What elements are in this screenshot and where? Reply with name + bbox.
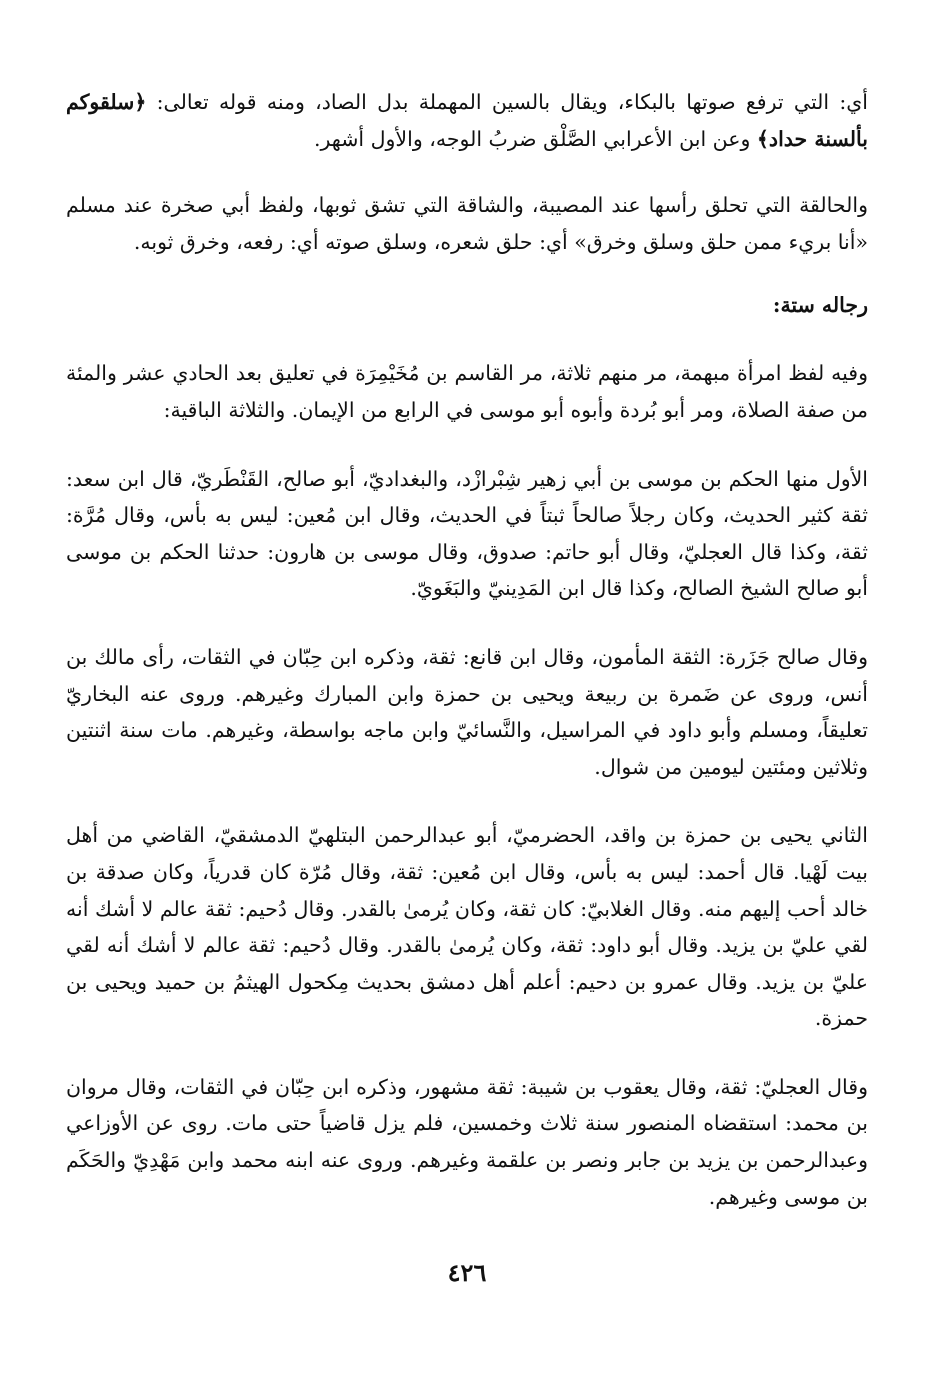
paragraph-4: الأول منها الحكم بن موسى بن أبي زهير شِبْرازْد، والبغداديّ، أبو صالح، القَنْطَريّ، قال ابن سعد: ثقة كثير الحديث، وكان رجلاً صالحاً ثبتاً في الحديث، وقال ابن مُعين: ليس به بأس، وقال مُرَّة: ثقة، وكذا قال العجليّ، وقال أبو حاتم: صدوق، وقال موسى بن هارون: حدثنا الحكم بن موسى أبو صالح الشيخ الصالح، وكذا قال ابن المَدِينيّ والبَغَويّ. [66,466,868,601]
quran-quote: ﴿سلقوكم بألسنة حداد﴾ [66,90,868,151]
page-number: ٤٢٦ [447,1258,487,1287]
paragraph-7: وقال العجليّ: ثقة، وقال يعقوب بن شيبة: ثقة مشهور، وذكره ابن حِبّان في الثقات، وقال مروان بن محمد: استقضاه المنصور سنة ثلاث وخمسين، فلم يزل قاضياً حتى مات. روى عن الأوزاعي وعبدالرحمن بن يزيد بن جابر ونصر بن علقمة وغيرهم. وروى عنه ابنه محمد وابن مَهْدِيّ والحَكَم بن موسى وغيرهم. [66,1074,868,1209]
paragraph-6: الثاني يحيى بن حمزة بن واقد، الحضرميّ، أبو عبدالرحمن البتلهيّ الدمشقيّ، القاضي من أهل بيت لَهْيا. قال أحمد: ليس به بأس، وقال ابن مُعين: ثقة، وقال مُرّة كان قدرياً، وكان صدقة بن خالد أحب إليهم منه. وقال الغلابيّ: كان ثقة، وكان يُرمىٰ بالقدر. وقال دُحيم: ثقة عالم لا أشك أنه لقي عليّ بن يزيد. وقال أبو داود: ثقة، وكان يُرمىٰ بالقدر. وقال دُحيم: ثقة عالم لا أشك أنه لقي عليّ بن يزيد. وقال عمرو بن دحيم: أعلم أهل دمشق بحديث مِكحول الهيثمُ بن حميد ويحيى بن حمزة. [66,823,868,1031]
paragraph-1 [66,84,868,157]
paragraph-2: والحالقة التي تحلق رأسها عند المصيبة، والشاقة التي تشق ثوبها، ولفظ أبي صخرة عند مسلم «أنا بريء ممن حلق وسلق وخرق» أي: حلق شعره، وسلق صوته أي: رفعه، وخرق ثوبه. [66,193,868,254]
paragraph-5: وقال صالح جَزَرة: الثقة المأمون، وقال ابن قانع: ثقة، وذكره ابن حِبّان في الثقات، رأى مالك بن أنس، وروى عن ضَمرة بن ربيعة ويحيى بن حمزة وابن المبارك وغيرهم. وروى عنه البخاريّ تعليقاً، ومسلم وأبو داود في المراسيل، والنَّسائيّ وابن ماجه بواسطة، وغيرهم. مات سنة اثنتين وثلاثين ومئتين ليومين من شوال. [66,644,868,779]
paragraph-1-text-b: وعن ابن الأعرابي الصَّلْق ضربُ الوجه، والأول أشهر. [313,126,757,151]
section-heading: رجاله ستة: [772,293,868,318]
paragraph-3: وفيه لفظ امرأة مبهمة، مر منهم ثلاثة، مر القاسم بن مُخَيْمِرَة في تعليق بعد الحادي عشر والمئة من صفة الصلاة، ومر أبو بُردة وأبوه أبو موسى في الرابع من الإيمان. والثلاثة الباقية: [66,361,868,422]
paragraph-1-text-a: أي: التي ترفع صوتها بالبكاء، ويقال بالسين المهملة بدل الصاد، ومنه قوله تعالى: [146,90,868,114]
